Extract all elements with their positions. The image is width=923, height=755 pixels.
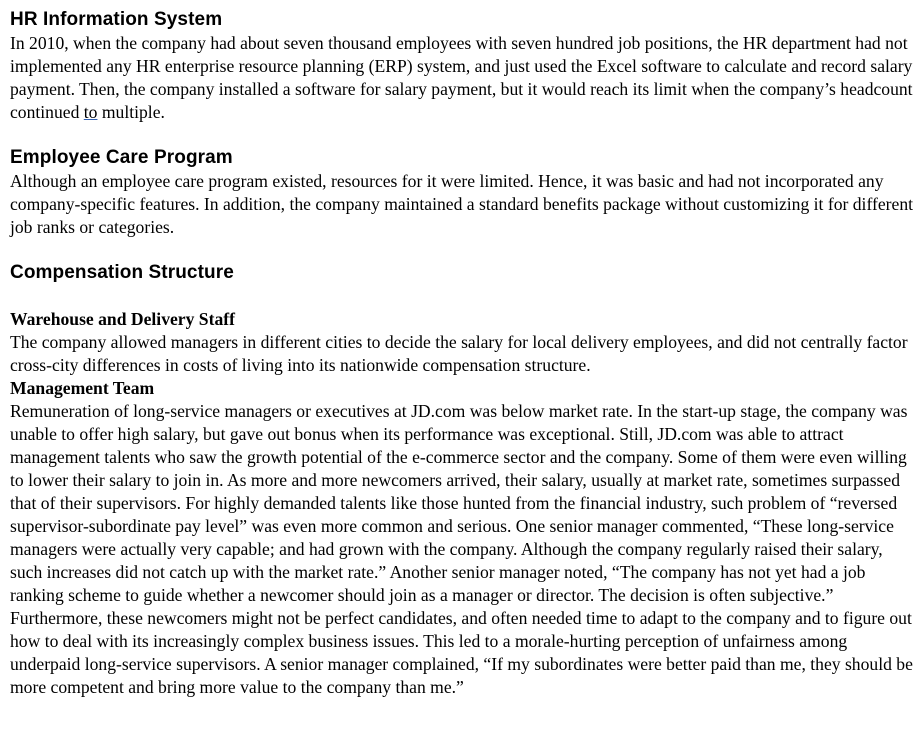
paragraph-warehouse-delivery-staff: The company allowed managers in different cities to decide the salary for local delivery employees, and did not centrally factor cross-city differences in costs of living into its nationwide compensation structure. [10,332,908,375]
section-heading-employee-care-program: Employee Care Program [10,147,233,168]
subheading-management-team: Management Team [10,378,155,398]
underlined-word: to [83,102,98,122]
hr-text-before: In 2010, when the company had about seven thousand employees with seven hundred job positions, the HR department had not implemented any HR enterprise resource planning (ERP) system, and just used the Excel software to calculate and record salary payment. Then, the company installed a software for salary payment, but it would reach its limit when the company’s headcount continued [10,33,913,122]
spacer [10,285,915,308]
spacer [10,124,915,146]
hr-text-after: multiple. [97,102,165,122]
paragraph-management-team: Remuneration of long-service managers or executives at JD.com was below market rate. In the start-up stage, the company was unable to offer high salary, but gave out bonus when its performance was exceptional. Still, JD.com was able to attract management talents who saw the growth potential of the e-commerce sector and the company. Some of them were even willing to lower their salary to join in. As more and more newcomers arrived, their salary, usually at market rate, sometimes surpassed that of their supervisors. For highly demanded talents like those hunted from the financial industry, such problem of “reversed supervisor-subordinate pay level” was even more common and serious. One senior manager commented, “These long-service managers were actually very capable; and had grown with the company. Although the company regularly raised their salary, such increases did not catch up with the market rate.” Another senior manager noted, “The company has not yet had a job ranking scheme to guide whether a newcomer should join as a manager or director. The decision is often subjective.” Furthermore, these newcomers might not be perfect candidates, and often needed time to adapt to the company and to figure out how to deal with its increasingly complex business issues. This led to a morale-hurting perception of unfairness among underpaid long-service supervisors. A senior manager complained, “If my subordinates were better paid than me, they should be more competent and bring more value to the company than me.” [10,401,913,697]
spacer [10,239,915,261]
section-heading-hr-information-system: HR Information System [10,9,223,30]
paragraph-employee-care-program: Although an employee care program existed, resources for it were limited. Hence, it was basic and had not incorporated any company-specific features. In addition, the company maintained a standard benefits package without customizing it for different job ranks or categories. [10,171,914,237]
document-page [10,8,915,699]
paragraph-hr-information-system [10,32,915,124]
section-heading-compensation-structure: Compensation Structure [10,262,234,283]
subheading-warehouse-delivery-staff: Warehouse and Delivery Staff [10,309,235,329]
